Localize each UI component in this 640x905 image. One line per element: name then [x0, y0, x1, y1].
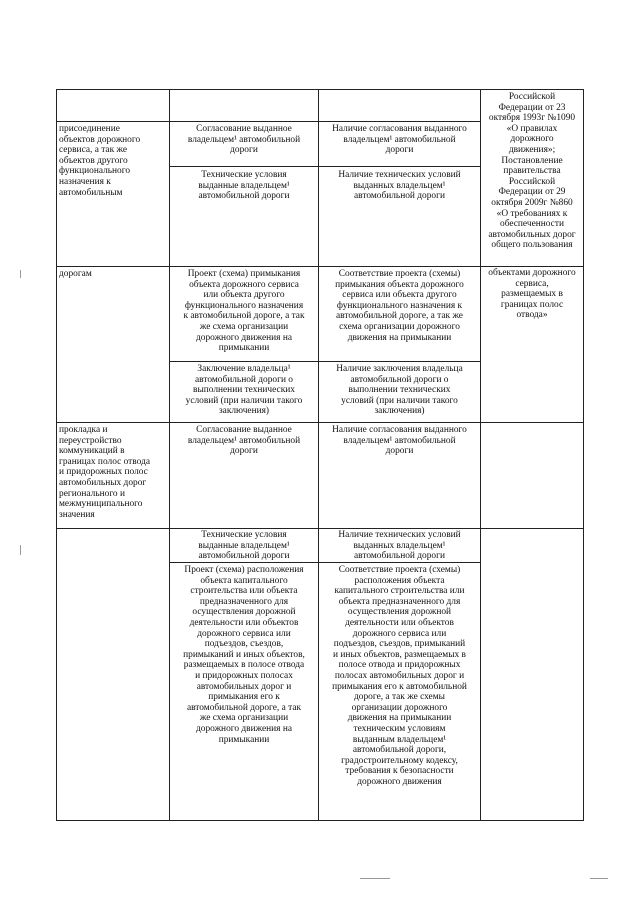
- row3-document-approval: Согласование выданное владельцем¹ автомобильной дороги: [187, 425, 301, 457]
- table-divider-col2: [318, 89, 319, 821]
- row3-check-tech-conditions: Наличие технических условий выданных владельцем¹ автомобильной дороги: [338, 530, 461, 562]
- row3-work-type: прокладка и переустройство коммуникаций в границах полос отвода и придорожных полос автомобильных дорог регионального и межмуниципального значения: [59, 425, 150, 520]
- row3-check-approval: Наличие согласования выданного владельцем¹ автомобильной дороги: [332, 425, 467, 457]
- row-divider-row3: [56, 422, 584, 423]
- scan-mark: [360, 878, 390, 879]
- table-border-right: [583, 89, 584, 821]
- row2-work-type: дорогам: [59, 269, 92, 279]
- scan-mark: [20, 270, 21, 278]
- row2-check-project: Соответствие проекта (схемы) примыкания объекта дорожного сервиса или объекта другого функционального назначения к автомобильной дороге, а так же схема организации дорожного движения на примыкании: [335, 269, 464, 343]
- row2-check-conclusion: Наличие заключения владельца автомобильной дороги о выполнении технических условий (при наличии такого заключения): [336, 364, 463, 417]
- row3-document-location-project: Проект (схема) расположения объекта капитального строительства или объекта предназначенного для осуществления дорожной деятельности или объектов дорожного сервиса или подъездов, съездов, примыканий и иных объектов, размещаемых в полосе отвода и придорожных полосах автомобильных дорог и примыкания его к автомобильной дороге, а так же схема организации дорожного движения на примыкании: [183, 565, 305, 745]
- col4-legal-basis-top: Российской Федерации от 23 октября 1993г №1090 «О правилах дорожного движения»; Постановление правительства Российской Федерации от 29 октября 2009г №860 «О требованиях к обеспеченности автомобильных дорог общего пользования: [488, 92, 576, 251]
- row-divider-inner4: [169, 562, 481, 563]
- table-divider-col3: [480, 89, 481, 821]
- row1-document-approval: Согласование выданное владельцем¹ автомобильной дороги: [187, 124, 301, 156]
- row-divider-inner2: [169, 361, 481, 362]
- row1-check-approval: Наличие согласования выданного владельцем¹ автомобильной дороги: [332, 124, 467, 156]
- row-divider-row2: [56, 266, 584, 267]
- row1-work-type: присоединение объектов дорожного сервиса, а так же объектов другого функционального назначения к автомобильным: [59, 124, 141, 198]
- row2-document-conclusion: Заключение владельца¹ автомобильной дороги о выполнении технических условий (при наличии такого заключения): [185, 364, 303, 417]
- table-border-left: [56, 89, 57, 821]
- table-border-top: [56, 89, 584, 90]
- table-border-bottom: [56, 820, 584, 821]
- table-divider-col1: [169, 89, 170, 821]
- row3-check-location-project: Соответствие проекта (схемы) расположения объекта капитального строительства или объекта предназначенного для осуществления дорожной деятельности или объектов дорожного сервиса или подъездов, съездов, примыканий и иных объектов, размещаемых в полосе отвода и придорожных полосах автомобильных дорог и примыкания его к автомобильной дороге, а так же схемы организации дорожного движения на примыкании техническим условиям выданным владельцем¹ автомобильной дороги, градостроительному кодексу, требования к безопасности дорожного движения: [332, 565, 467, 787]
- row-divider-header: [56, 121, 481, 122]
- row-divider-inner3: [56, 528, 584, 529]
- row2-document-project: Проект (схема) примыкания объекта дорожного сервиса или объекта другого функционального назначения к автомобильной дороге, а так же схема организации дорожного движения на примыкании: [183, 269, 305, 354]
- col4-legal-basis-bottom: объектами дорожного сервиса, размещаемых в границах полос отвода»: [488, 268, 576, 321]
- row-divider-inner1: [169, 166, 481, 167]
- row1-document-tech-conditions: Технические условия выданные владельцем¹ автомобильной дороги: [198, 170, 290, 202]
- row3-document-tech-conditions: Технические условия выданные владельцем¹ автомобильной дороги: [198, 530, 290, 562]
- scan-mark: [20, 545, 21, 555]
- scan-mark: [590, 878, 608, 879]
- row1-check-tech-conditions: Наличие технических условий выданных владельцем¹ автомобильной дороги: [338, 170, 461, 202]
